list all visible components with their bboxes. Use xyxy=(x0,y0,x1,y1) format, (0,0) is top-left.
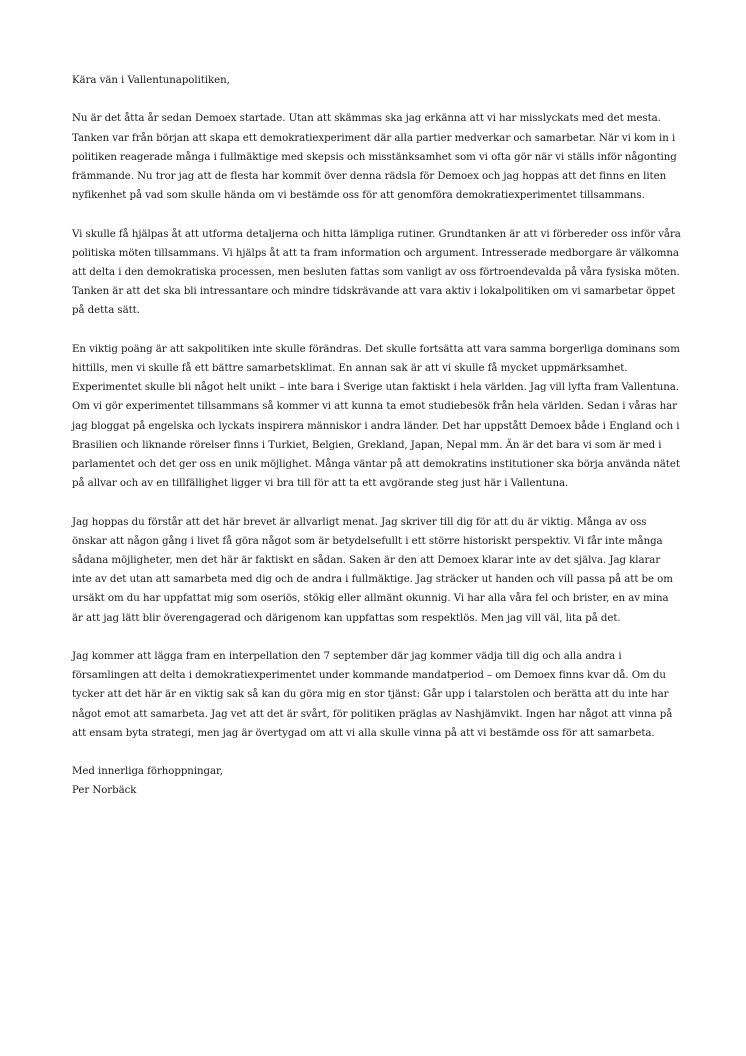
letter-paragraph-4: Jag hoppas du förstår att det här brevet är allvarligt menat. Jag skriver till dig för att du är viktig. Många av oss önskar att någon gång i livet få göra något som är betydelsefullt i ett större historiskt perspektiv. Vi får inte många sådana möjligheter, men det här är faktiskt en sådan. Saken är den att Demoex klarar inte av det själva. Jag klarar inte av det utan att samarbeta med dig och de andra i fullmäktige. Jag sträcker ut handen och vill passa på att be om ursäkt om du har uppfattat mig som oseriös, stökig eller allmänt okunnig. Vi har alla våra fel och brister, en av mina är att jag lätt blir överengagerad och därigenom kan uppfattas som respektlös. Men jag vill väl, lita på det. xyxy=(72,516,673,624)
letter-closing: Med innerliga förhoppningar, xyxy=(72,766,223,778)
letter-paragraph-5: Jag kommer att lägga fram en interpellation den 7 september där jag kommer vädja till dig och alla andra i församlingen att delta i demokratiexperimentet under kommande mandatperiod – om Demoex finns kvar då. Om du tycker att det här är en viktig sak så kan du göra mig en stor tjänst: Går upp i talarstolen och berätta att du inte har något emot att samarbeta. Jag vet att det är svårt, för politiken präglas av Nashjämvikt. Ingen har något att vinna på att ensam byta strategi, men jag är övertygad om att vi alla skulle vinna på att vi bestämde oss för att samarbeta. xyxy=(72,651,673,739)
letter-signature: Per Norbäck xyxy=(72,785,137,797)
letter-paragraph-3: En viktig poäng är att sakpolitiken inte skulle förändras. Det skulle fortsätta att vara samma borgerliga dominans som hittills, men vi skulle få ett bättre samarbetsklimat. En annan sak är att vi skulle få mycket uppmärksamhet. Experimentet skulle bli något helt unikt – inte bara i Sverige utan faktiskt i hela världen. Jag vill lyfta fram Vallentuna. Om vi gör experimentet tillsammans så kommer vi att kunna ta emot studiebesök från hela världen. Sedan i våras har jag bloggat på engelska och lyckats inspirera människor i andra länder. Det har uppstått Demoex både i England och i Brasilien och liknande rörelser finns i Turkiet, Belgien, Grekland, Japan, Nepal mm. Än är det bara vi som är med i parlamentet och det ger oss en unik möjlighet. Många väntar på att demokratins institutioner ska börja använda nätet på allvar och av en tillfällighet ligger vi bra till för att ta ett avgörande steg just här i Vallentuna. xyxy=(72,343,680,490)
letter-paragraph-1: Nu är det åtta år sedan Demoex startade. Utan att skämmas ska jag erkänna att vi har misslyckats med det mesta. Tanken var från början att skapa ett demokratiexperiment där alla partier medverkar och samarbetar. När vi kom in i politiken reagerade många i fullmäktige med skepsis och misstänksamhet som vi ofta gör när vi ställs inför någonting främmande. Nu tror jag att de flesta har kommit över denna rädsla för Demoex och jag hoppas att det finns en liten nyfikenhet på vad som skulle hända om vi bestämde oss för att genomföra demokratiexperimentet tillsammans. xyxy=(72,113,677,202)
letter xyxy=(72,71,682,801)
letter-paragraph-2: Vi skulle få hjälpas åt att utforma detaljerna och hitta lämpliga rutiner. Grundtanken är att vi förbereder oss inför våra politiska möten tillsammans. Vi hjälps åt att ta fram information och argument. Intresserade medborgare är välkomna att delta i den demokratiska processen, men besluten fattas som vanligt av oss förtroendevalda på våra fysiska möten. Tanken är att det ska bli intressantare och mindre tidskrävande att vara aktiv i lokalpolitiken om vi samarbetar öppet på detta sätt. xyxy=(72,228,681,317)
letter-greeting: Kära vän i Vallentunapolitiken, xyxy=(72,75,230,86)
